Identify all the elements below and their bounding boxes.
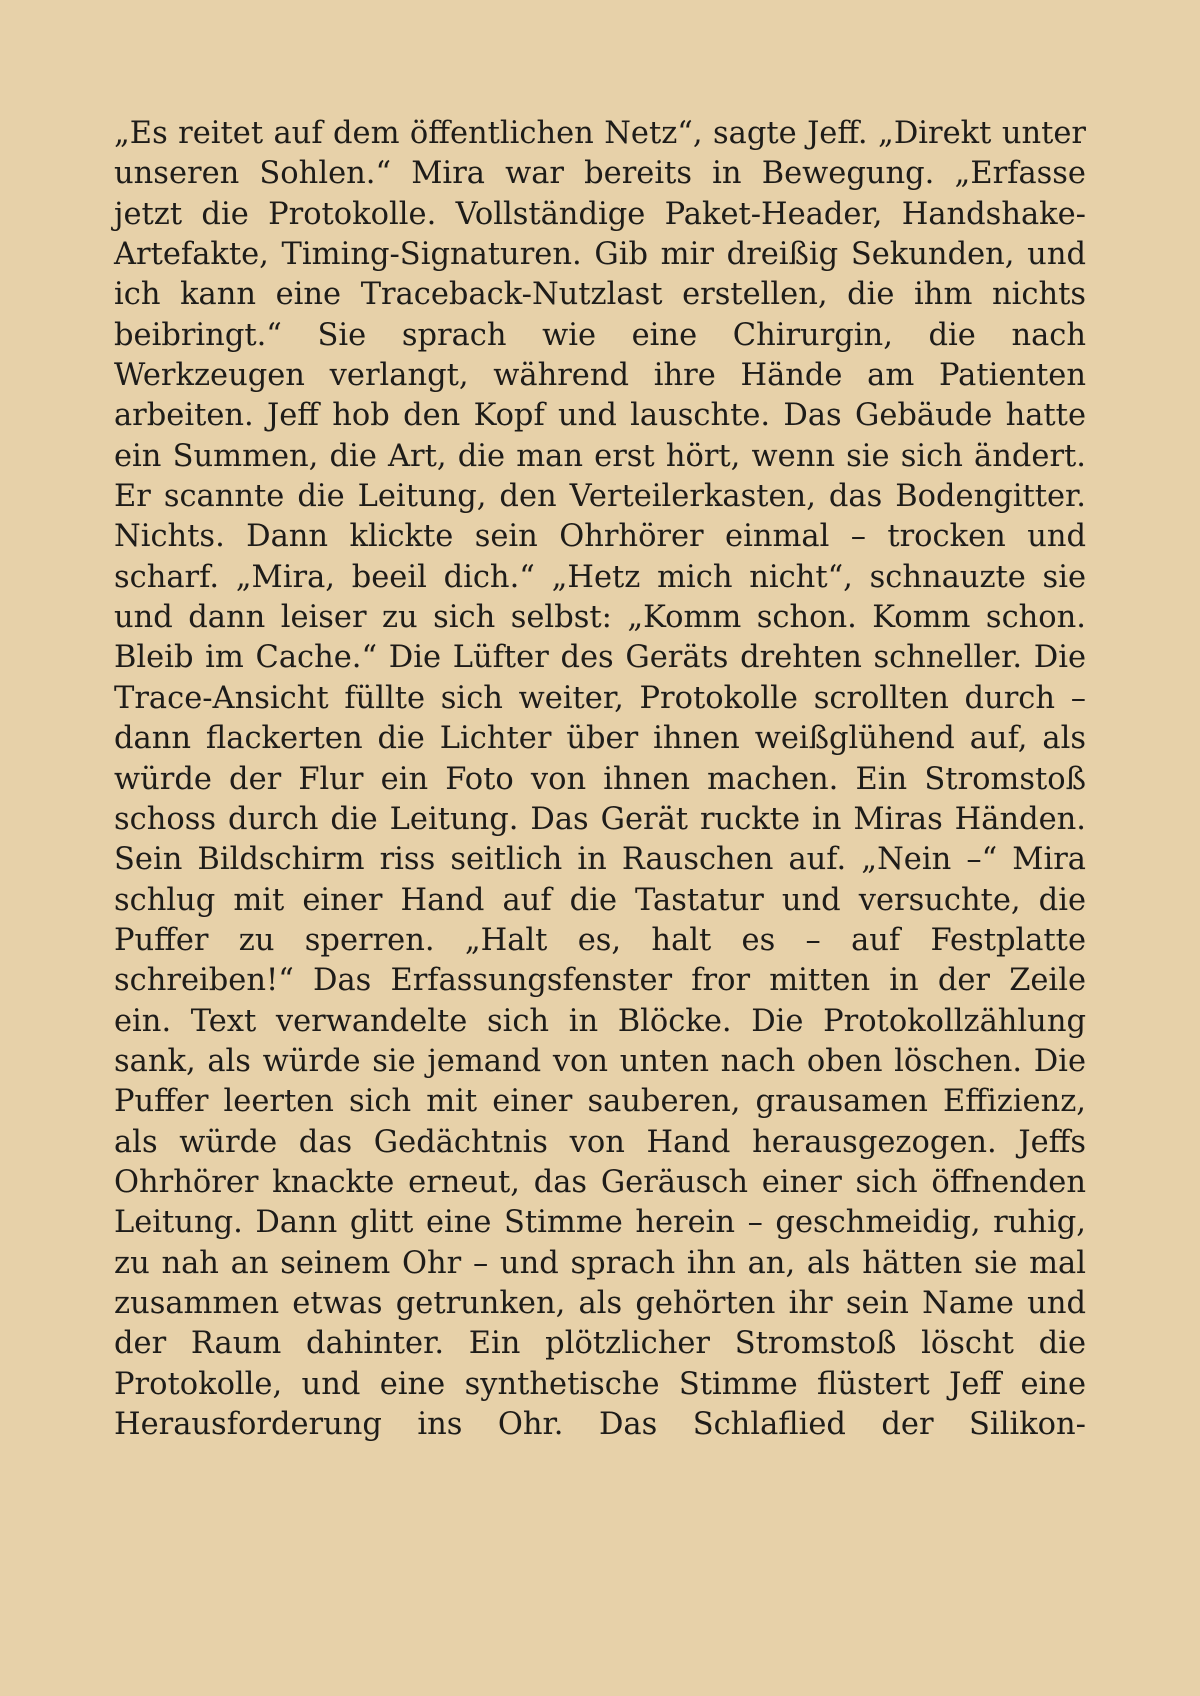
body-paragraph: „Es reitet auf dem öffentlichen Netz“, sagte Jeff. „Direkt unter unseren Sohlen.“ Mira war bereits in Bewegung. „Erfasse jetzt die Protokolle. Vollständige Paket-Header, Handshake-Artefakte, Timing-Signaturen. Gib mir dreißig Sekunden, und ich kann eine Traceback-Nutzlast erstellen, die ihm nichts beibringt.“ Sie sprach wie eine Chirurgin, die nach Werkzeugen verlangt, während ihre Hände am Patienten arbeiten. Jeff hob den Kopf und lauschte. Das Gebäude hatte ein Summen, die Art, die man erst hört, wenn sie sich ändert. Er scannte die Leitung, den Verteilerkasten, das Bodengitter. Nichts. Dann klickte sein Ohrhörer einmal – trocken und scharf. „Mira, beeil dich.“ „Hetz mich nicht“, schnauzte sie und dann leiser zu sich selbst: „Komm schon. Komm schon. Bleib im Cache.“ Die Lüfter des Geräts drehten schneller. Die Trace-Ansicht füllte sich weiter, Protokolle scrollten durch – dann flackerten die Lichter über ihnen weißglühend auf, als würde der Flur ein Foto von ihnen machen. Ein Stromstoß schoss durch die Leitung. Das Gerät ruckte in Miras Händen. Sein Bildschirm riss seitlich in Rauschen auf. „Nein –“ Mira schlug mit einer Hand auf die Tastatur und versuchte, die Puffer zu sperren. „Halt es, halt es – auf Festplatte schreiben!“ Das Erfassungsfenster fror mitten in der Zeile ein. Text verwandelte sich in Blöcke. Die Protokollzählung sank, als würde sie jemand von unten nach oben löschen. Die Puffer leerten sich mit einer sauberen, grausamen Effizienz, als würde das Gedächtnis von Hand herausgezogen. Jeffs Ohrhörer knackte erneut, das Geräusch einer sich öffnenden Leitung. Dann glitt eine Stimme herein – geschmeidig, ruhig, zu nah an seinem Ohr – und sprach ihn an, als hätten sie mal zusammen etwas getrunken, als gehörten ihr sein Name und der Raum dahinter. Ein plötzlicher Stromstoß löscht die Protokolle, und eine synthetische Stimme flüstert Jeff eine Herausforderung ins Ohr. Das Schlaflied der Silikon- [114,116,1086,1442]
